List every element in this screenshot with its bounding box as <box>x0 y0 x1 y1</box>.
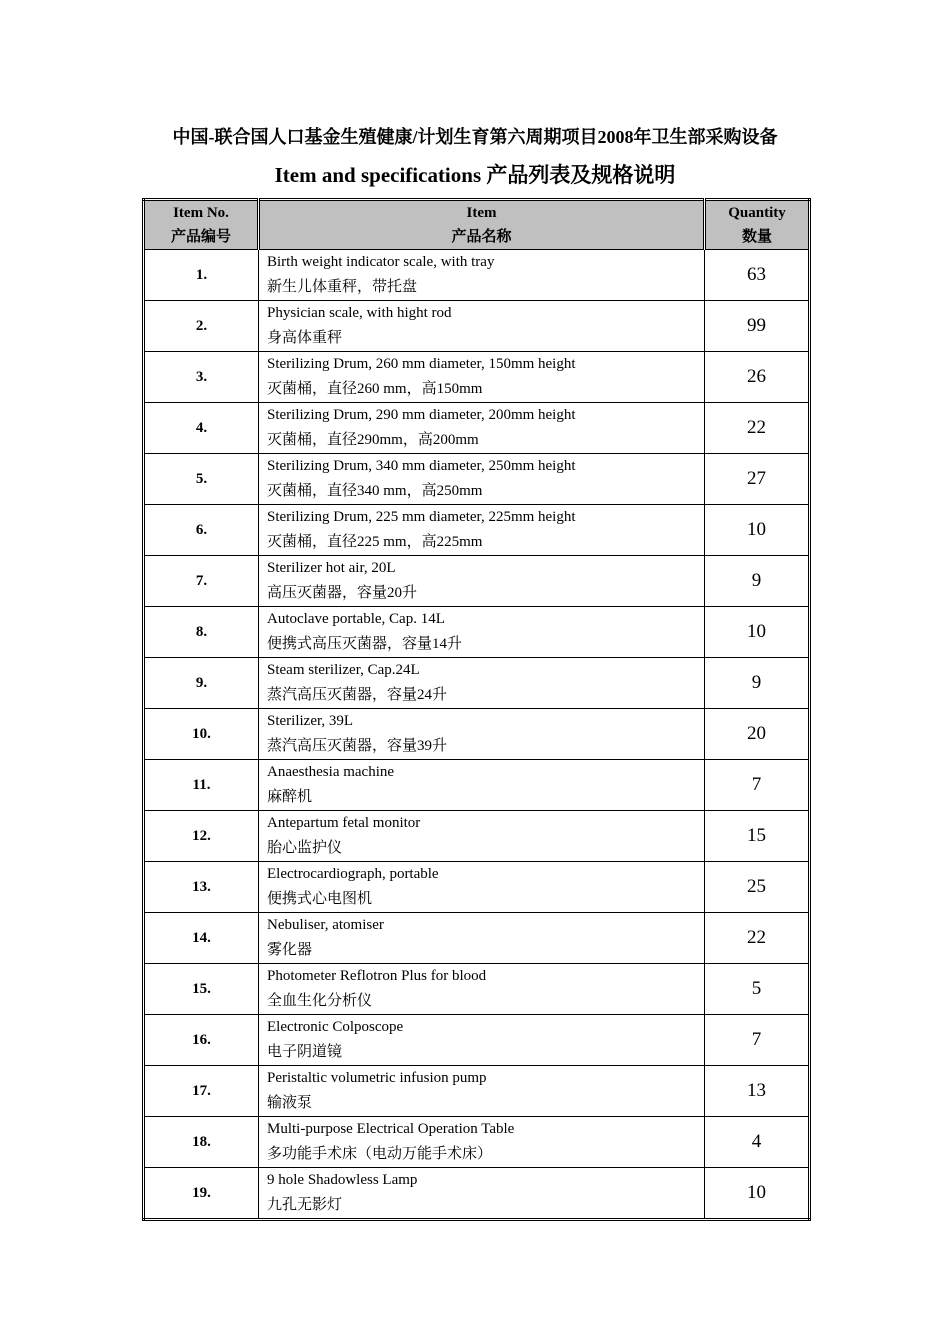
item-number: 5. <box>144 454 259 505</box>
item-number: 14. <box>144 913 259 964</box>
table-header-row <box>144 200 810 250</box>
header-quantity <box>705 200 810 250</box>
item-name-cn: 新生儿体重秤，带托盘 <box>267 279 418 295</box>
item-specifications-table <box>142 198 811 1221</box>
item-name-cell <box>259 658 705 709</box>
item-name-cn: 高压灭菌器，容量20升 <box>267 585 418 601</box>
item-name-cn: 灭菌桶，直径260 mm，高150mm <box>267 381 483 397</box>
item-name-en: Electrocardiograph, portable <box>267 866 439 882</box>
item-quantity: 25 <box>705 862 810 913</box>
item-name-cn: 胎心监护仪 <box>267 840 343 856</box>
header-item-no-cn: 产品编号 <box>170 229 231 245</box>
item-number: 17. <box>144 1066 259 1117</box>
item-number: 10. <box>144 709 259 760</box>
item-quantity: 22 <box>705 913 810 964</box>
table-row <box>144 811 810 862</box>
item-name-en: Antepartum fetal monitor <box>267 815 421 831</box>
item-name-cell <box>259 709 705 760</box>
item-quantity: 26 <box>705 352 810 403</box>
item-name-en: Sterilizing Drum, 340 mm diameter, 250mm height <box>267 458 576 474</box>
item-quantity: 5 <box>705 964 810 1015</box>
header-item-no-en: Item No. <box>173 205 229 221</box>
item-name-cn: 灭菌桶，直径340 mm，高250mm <box>267 483 483 499</box>
item-quantity: 20 <box>705 709 810 760</box>
item-name-cn: 九孔无影灯 <box>267 1197 343 1213</box>
item-name-cell <box>259 556 705 607</box>
table-row <box>144 658 810 709</box>
item-name-cell <box>259 607 705 658</box>
item-name-cell <box>259 352 705 403</box>
item-name-cn: 蒸汽高压灭菌器，容量24升 <box>267 687 448 703</box>
item-name-cn: 蒸汽高压灭菌器，容量39升 <box>267 738 448 754</box>
item-number: 12. <box>144 811 259 862</box>
item-name-en: Physician scale, with hight rod <box>267 305 452 321</box>
item-number: 8. <box>144 607 259 658</box>
item-name-cn: 便携式高压灭菌器，容量14升 <box>267 636 463 652</box>
item-number: 7. <box>144 556 259 607</box>
table-row <box>144 505 810 556</box>
item-name-en: 9 hole Shadowless Lamp <box>267 1172 418 1188</box>
item-quantity: 22 <box>705 403 810 454</box>
item-quantity: 9 <box>705 658 810 709</box>
item-quantity: 63 <box>705 250 810 301</box>
item-name-en: Sterilizing Drum, 260 mm diameter, 150mm height <box>267 356 576 372</box>
document-title-en: Item and specifications 产品列表及规格说明 <box>274 163 676 187</box>
header-item-cn: 产品名称 <box>451 229 512 245</box>
header-quantity-en: Quantity <box>728 205 786 221</box>
item-name-cell <box>259 811 705 862</box>
item-name-cn: 身高体重秤 <box>267 330 343 346</box>
item-number: 9. <box>144 658 259 709</box>
item-name-cell <box>259 1066 705 1117</box>
item-quantity: 10 <box>705 1168 810 1220</box>
item-name-cell <box>259 1117 705 1168</box>
item-name-cn: 全血生化分析仪 <box>267 993 373 1009</box>
table-row <box>144 1168 810 1220</box>
item-quantity: 7 <box>705 760 810 811</box>
item-quantity: 9 <box>705 556 810 607</box>
item-number: 1. <box>144 250 259 301</box>
item-name-cell <box>259 250 705 301</box>
item-name-en: Photometer Reflotron Plus for blood <box>267 968 487 984</box>
item-number: 15. <box>144 964 259 1015</box>
item-quantity: 10 <box>705 607 810 658</box>
table-row <box>144 352 810 403</box>
table-row <box>144 964 810 1015</box>
item-name-cn: 输液泵 <box>267 1095 313 1111</box>
item-name-en: Sterilizing Drum, 225 mm diameter, 225mm height <box>267 509 576 525</box>
item-quantity: 15 <box>705 811 810 862</box>
item-quantity: 13 <box>705 1066 810 1117</box>
item-name-cell <box>259 403 705 454</box>
item-name-cell <box>259 505 705 556</box>
table-row <box>144 250 810 301</box>
table-row <box>144 1066 810 1117</box>
item-quantity: 99 <box>705 301 810 352</box>
item-name-en: Steam sterilizer, Cap.24L <box>267 662 420 678</box>
table-row <box>144 454 810 505</box>
table-row <box>144 556 810 607</box>
item-name-cell <box>259 964 705 1015</box>
table-row <box>144 862 810 913</box>
table-row <box>144 709 810 760</box>
item-name-cell <box>259 301 705 352</box>
item-quantity: 27 <box>705 454 810 505</box>
table-row <box>144 1117 810 1168</box>
item-number: 2. <box>144 301 259 352</box>
table-row <box>144 301 810 352</box>
item-name-en: Multi-purpose Electrical Operation Table <box>267 1121 515 1137</box>
item-name-en: Sterilizer, 39L <box>267 713 354 729</box>
item-number: 18. <box>144 1117 259 1168</box>
item-number: 6. <box>144 505 259 556</box>
item-name-cell <box>259 1168 705 1220</box>
item-name-cn: 灭菌桶，直径225 mm，高225mm <box>267 534 483 550</box>
item-number: 3. <box>144 352 259 403</box>
item-quantity: 4 <box>705 1117 810 1168</box>
item-name-cn: 便携式心电图机 <box>267 891 373 907</box>
item-name-en: Sterilizing Drum, 290 mm diameter, 200mm height <box>267 407 576 423</box>
item-quantity: 10 <box>705 505 810 556</box>
table-row <box>144 760 810 811</box>
item-name-en: Electronic Colposcope <box>267 1019 404 1035</box>
item-name-cell <box>259 913 705 964</box>
item-name-cn: 电子阴道镜 <box>267 1044 343 1060</box>
header-item <box>259 200 705 250</box>
item-number: 16. <box>144 1015 259 1066</box>
item-name-cn: 雾化器 <box>267 942 313 958</box>
item-name-cn: 麻醉机 <box>267 789 313 805</box>
item-name-cell <box>259 862 705 913</box>
item-name-cell <box>259 1015 705 1066</box>
table-row <box>144 403 810 454</box>
item-name-cn: 多功能手术床（电动万能手术床） <box>267 1146 493 1162</box>
item-name-cell <box>259 760 705 811</box>
document-title-cn: 中国-联合国人口基金生殖健康/计划生育第六周期项目2008年卫生部采购设备 <box>172 127 778 147</box>
item-name-en: Sterilizer hot air, 20L <box>267 560 396 576</box>
table-row <box>144 607 810 658</box>
item-number: 13. <box>144 862 259 913</box>
item-name-en: Birth weight indicator scale, with tray <box>267 254 495 270</box>
table-row <box>144 913 810 964</box>
item-name-cn: 灭菌桶，直径290mm，高200mm <box>267 432 479 448</box>
header-quantity-cn: 数量 <box>741 229 772 245</box>
item-name-en: Anaesthesia machine <box>267 764 395 780</box>
item-name-en: Autoclave portable, Cap. 14L <box>267 611 445 627</box>
item-quantity: 7 <box>705 1015 810 1066</box>
item-name-en: Nebuliser, atomiser <box>267 917 384 933</box>
header-item-no <box>144 200 259 250</box>
header-item-en: Item <box>466 205 497 221</box>
table-row <box>144 1015 810 1066</box>
item-number: 4. <box>144 403 259 454</box>
item-number: 11. <box>144 760 259 811</box>
item-name-cell <box>259 454 705 505</box>
item-name-en: Peristaltic volumetric infusion pump <box>267 1070 487 1086</box>
item-number: 19. <box>144 1168 259 1220</box>
